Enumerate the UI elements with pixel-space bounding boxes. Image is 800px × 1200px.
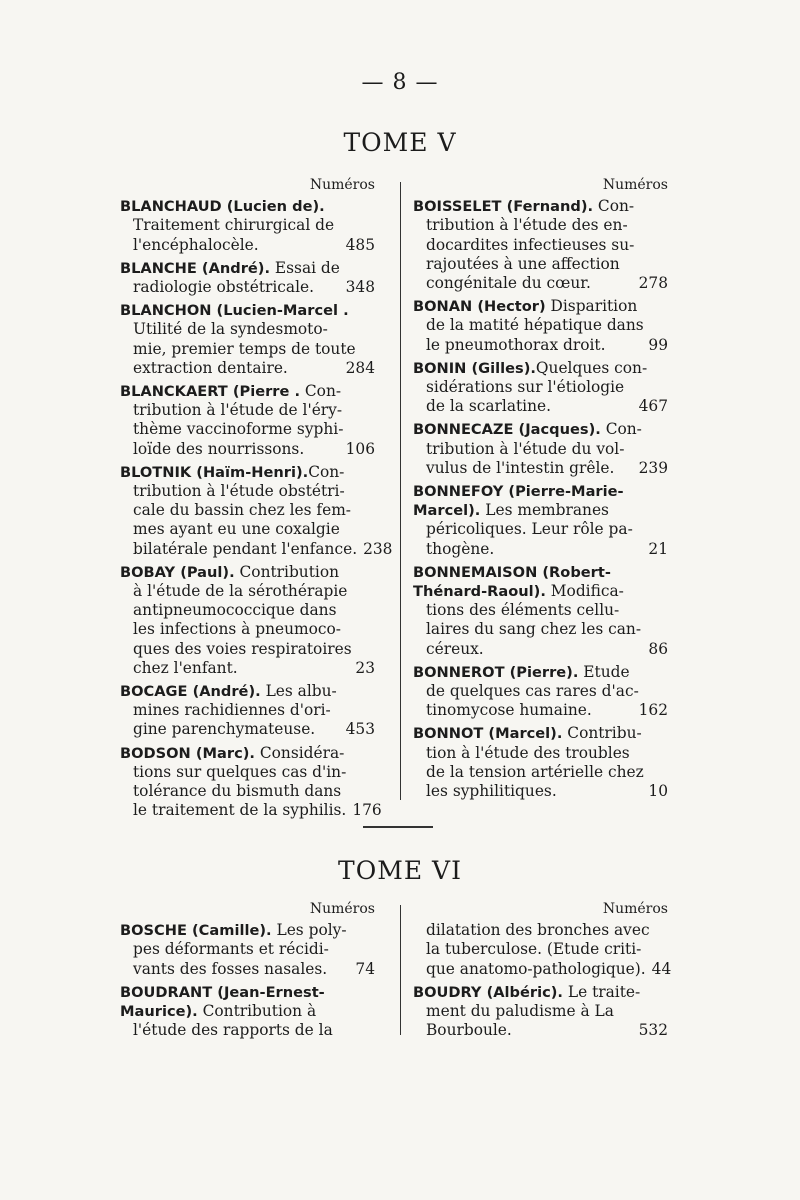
index-entry [120,259,375,297]
author-name: BONNEFOY (Pierre-Marie- [413,483,624,501]
thesis-number: 467 [638,397,668,416]
entry-text: rajoutées à une affection [426,254,620,273]
entry-line [413,274,668,293]
index-entry [413,724,668,801]
section-title-tome-v: TOME V [343,128,457,157]
entry-text: pes déformants et récidi- [133,940,329,959]
thesis-number: 86 [648,639,668,658]
entry-text [120,301,349,320]
index-entry [120,462,393,559]
thesis-number: 238 [363,539,393,558]
entry-text: thème vaccinoforme syphi- [133,420,344,439]
column-header-numeros: Numéros [309,901,375,917]
entry-text: à l'étude de la sérothérapie [133,582,348,601]
entry-line [120,983,375,1002]
entry-line [120,744,375,763]
entry-line [120,197,375,216]
entry-line [120,401,375,420]
index-entry [413,359,668,417]
thesis-number: 485 [345,235,375,254]
entry-text: antipneumococcique dans [133,601,337,620]
author-name: BLANCHE (André). [120,259,271,277]
entry-text: Bourboule. [426,1021,512,1040]
entry-line [413,959,672,979]
entry-text [120,197,325,216]
entry-text: mes ayant eu une coxalgie [133,520,340,539]
entry-text: tions sur quelques cas d'in- [133,762,347,781]
author-name: BOUDRANT (Jean-Ernest- [120,983,325,1001]
thesis-number: 44 [651,959,672,978]
entry-line [413,1021,668,1040]
author-name: BOBAY (Paul). [120,563,235,581]
entry-text: extraction dentaire. [133,358,288,377]
thesis-number: 453 [345,720,375,739]
entry-line [413,663,668,682]
entry-line [413,682,668,701]
tome-vi-left-column [120,900,375,1044]
author-name: BOSCHE (Camille). [120,922,272,940]
entry-text [413,482,624,501]
tome-vi-right-column [413,900,672,1044]
entry-text: tion à l'étude des troubles [426,743,630,762]
entry-line [413,440,668,459]
entry-line [120,782,375,801]
index-entry [413,983,668,1041]
entry-line [120,301,375,320]
entry-line [120,940,375,959]
entry-text: tribution à l'étude du vol- [426,439,625,458]
entry-line [120,921,375,940]
entry-text: péricoliques. Leur rôle pa- [426,520,633,539]
entry-text: de la scarlatine. [426,397,552,416]
tome-v-left-column [120,176,393,825]
entry-line [413,397,668,416]
entry-line [120,320,375,339]
index-entry [120,743,382,821]
entry-text: Utilité de la syndesmoto- [133,320,328,339]
column-header-numeros: Numéros [602,177,668,193]
entry-line [413,520,668,539]
author-name: BLANCKAERT (Pierre . [120,383,301,401]
entry-text: radiologie obstétricale. [133,278,315,297]
index-entry [413,921,672,979]
entry-text: docardites infectieuses su- [426,235,635,254]
entry-text: ques des voies respiratoires [133,639,352,658]
author-name: BONAN (Hector) [413,298,546,316]
entry-text: BOISSELET (Fernand). Con- [413,197,635,216]
entry-text: tions des éléments cellu- [426,601,620,620]
entry-line [413,640,668,659]
entry-line [413,316,668,335]
column-header-numeros: Numéros [309,177,375,193]
entry-line [120,440,375,459]
index-entry [120,983,375,1041]
index-entry [120,301,375,378]
thesis-number: 99 [648,335,668,354]
index-entry [413,663,668,721]
entry-text: tinomycose humaine. [426,701,592,720]
entry-text: chez l'enfant. [133,658,238,677]
author-name: BOUDRY (Albéric). [413,983,563,1001]
entry-text: BLOTNIK (Haïm-Henri).Con- [120,462,345,481]
thesis-number: 10 [648,782,668,801]
author-name: BOCAGE (André). [120,683,261,701]
author-name: BONNEROT (Pierre). [413,663,579,681]
entry-line [413,459,668,478]
entry-line [413,420,668,439]
entry-line [120,520,375,539]
column-divider [400,905,401,1035]
entry-text: de la matité hépatique dans [426,316,644,335]
entry-line [413,983,668,1002]
entry-line [413,601,668,620]
entry-line [120,359,375,378]
entry-text: la tuberculose. (Etude criti- [426,940,642,959]
entry-line [120,763,375,782]
tome-v-right-column [413,176,668,805]
section-separator [363,826,433,828]
entry-line [413,1002,668,1021]
entry-text: les infections à pneumoco- [133,620,341,639]
thesis-number: 23 [355,658,375,677]
entry-text: BONNECAZE (Jacques). Con- [413,420,642,439]
entry-line [413,724,668,743]
entry-line [413,197,668,216]
index-entry [413,482,668,559]
entry-line [120,1021,375,1040]
entry-line [120,216,375,235]
thesis-number: 532 [638,1021,668,1040]
index-entry [120,682,375,740]
entry-line [120,601,375,620]
entry-text: BONNEROT (Pierre). Etude [413,662,630,681]
entry-line [413,482,668,501]
index-entry [120,382,375,459]
entry-line [120,682,375,701]
entry-line [413,236,668,255]
index-entry [413,297,668,355]
entry-line [413,563,668,582]
author-name: Thénard-Raoul). [413,583,546,601]
entry-line [413,940,668,959]
entry-line [120,701,375,720]
entry-text: les syphilitiques. [426,782,557,801]
entry-line [120,259,375,278]
entry-text: mines rachidiennes d'ori- [133,701,331,720]
index-entry [413,197,668,293]
entry-line [413,763,668,782]
entry-line [413,378,668,397]
entry-line [120,278,375,297]
entry-text: tribution à l'étude de l'éry- [133,401,343,420]
entry-text: Maurice). Contribution à [120,1002,317,1021]
page-number: — 8 — [361,70,439,95]
entry-line [120,720,375,739]
column-divider [400,182,401,800]
entry-line [120,582,375,601]
entry-line [413,359,668,378]
author-name: BLANCHAUD (Lucien de). [120,198,325,216]
author-name: BONNECAZE (Jacques). [413,421,601,439]
index-entry [413,420,668,478]
entry-line [413,582,668,601]
entry-text: le traitement de la syphilis. [133,801,347,820]
entry-line [120,563,375,582]
thesis-number: 74 [355,959,375,978]
entry-text [413,563,611,582]
entry-text: céreux. [426,639,484,658]
author-name: BONIN (Gilles). [413,359,536,377]
entry-line [413,921,668,940]
thesis-number: 239 [638,458,668,477]
entry-text: sidérations sur l'étiologie [426,378,625,397]
index-entry [120,197,375,255]
entry-line [413,216,668,235]
thesis-number: 106 [345,439,375,458]
thesis-number: 278 [638,274,668,293]
entry-line [120,340,375,359]
thesis-number: 348 [345,278,375,297]
entry-line [413,540,668,559]
entry-text: vulus de l'intestin grêle. [426,458,615,477]
entry-text: BLANCKAERT (Pierre . Con- [120,382,342,401]
entry-text: BOUDRY (Albéric). Le traite- [413,982,641,1001]
entry-text: BONIN (Gilles).Quelques con- [413,358,648,377]
thesis-number: 162 [638,701,668,720]
entry-text: l'encéphalocèle. [133,235,259,254]
entry-text: BOBAY (Paul). Contribution [120,562,340,581]
entry-text [120,983,325,1002]
entry-text: congénitale du cœur. [426,274,591,293]
index-entry [120,921,375,979]
entry-text: mie, premier temps de toute [133,339,356,358]
entry-text: BONAN (Hector) Disparition [413,297,638,316]
thesis-number: 284 [345,358,375,377]
author-name: BONNOT (Marcel). [413,725,563,743]
entry-text: cale du bassin chez les fem- [133,501,351,520]
index-entry [413,563,668,659]
entry-text: BLANCHE (André). Essai de [120,258,340,277]
entry-text: Marcel). Les membranes [413,501,609,520]
entry-line [413,255,668,274]
entry-line [120,960,375,979]
entry-text: gine parenchymateuse. [133,720,316,739]
entry-line [120,1002,375,1021]
author-name: BLANCHON (Lucien-Marcel . [120,302,349,320]
entry-text: Traitement chirurgical de [133,216,335,235]
entry-text: bilatérale pendant l'enfance. [133,539,358,558]
entry-text: thogène. [426,539,495,558]
entry-text: de la tension artérielle chez [426,762,644,781]
entry-text: tribution à l'étude obstétri- [133,482,345,501]
entry-line [120,482,375,501]
entry-text: loïde des nourrissons. [133,439,305,458]
entry-text: BOSCHE (Camille). Les poly- [120,921,347,940]
index-entry [120,563,375,678]
section-title-tome-vi: TOME VI [338,856,462,885]
entry-line [120,236,375,255]
entry-line [413,336,668,355]
entry-text: vants des fosses nasales. [133,959,328,978]
author-name: BONNEMAISON (Robert- [413,563,611,581]
entry-text: tribution à l'étude des en- [426,216,628,235]
entry-line [413,701,668,720]
entry-text: l'étude des rapports de la [133,1021,333,1040]
entry-text: ment du paludisme à La [426,1002,614,1021]
entry-text: BOCAGE (André). Les albu- [120,682,337,701]
entry-line [413,744,668,763]
entry-line [120,659,375,678]
entry-text: que anatomo-pathologique). [426,959,646,978]
entry-line [120,640,375,659]
entry-text: BONNOT (Marcel). Contribu- [413,724,642,743]
author-name: BODSON (Marc). [120,744,255,762]
thesis-number: 176 [352,801,382,820]
author-name: BLOTNIK (Haïm-Henri). [120,463,309,481]
author-name: Marcel). [413,502,481,520]
author-name: BOISSELET (Fernand). [413,198,594,216]
entry-line [120,539,393,559]
entry-line [413,782,668,801]
entry-line [120,501,375,520]
entry-line [120,382,375,401]
entry-line [120,463,375,482]
entry-text: dilatation des bronches avec [426,921,650,940]
entry-text: de quelques cas rares d'ac- [426,682,639,701]
entry-text: Thénard-Raoul). Modifica- [413,582,624,601]
entry-text: BODSON (Marc). Considéra- [120,743,345,762]
entry-text: tolérance du bismuth dans [133,782,342,801]
entry-line [120,420,375,439]
entry-line [413,620,668,639]
entry-line [413,297,668,316]
entry-text: le pneumothorax droit. [426,335,606,354]
entry-line [120,801,382,820]
entry-line [120,620,375,639]
author-name: Maurice). [120,1003,198,1021]
column-header-numeros: Numéros [602,901,668,917]
entry-text: laires du sang chez les can- [426,620,642,639]
thesis-number: 21 [648,539,668,558]
entry-line [413,501,668,520]
